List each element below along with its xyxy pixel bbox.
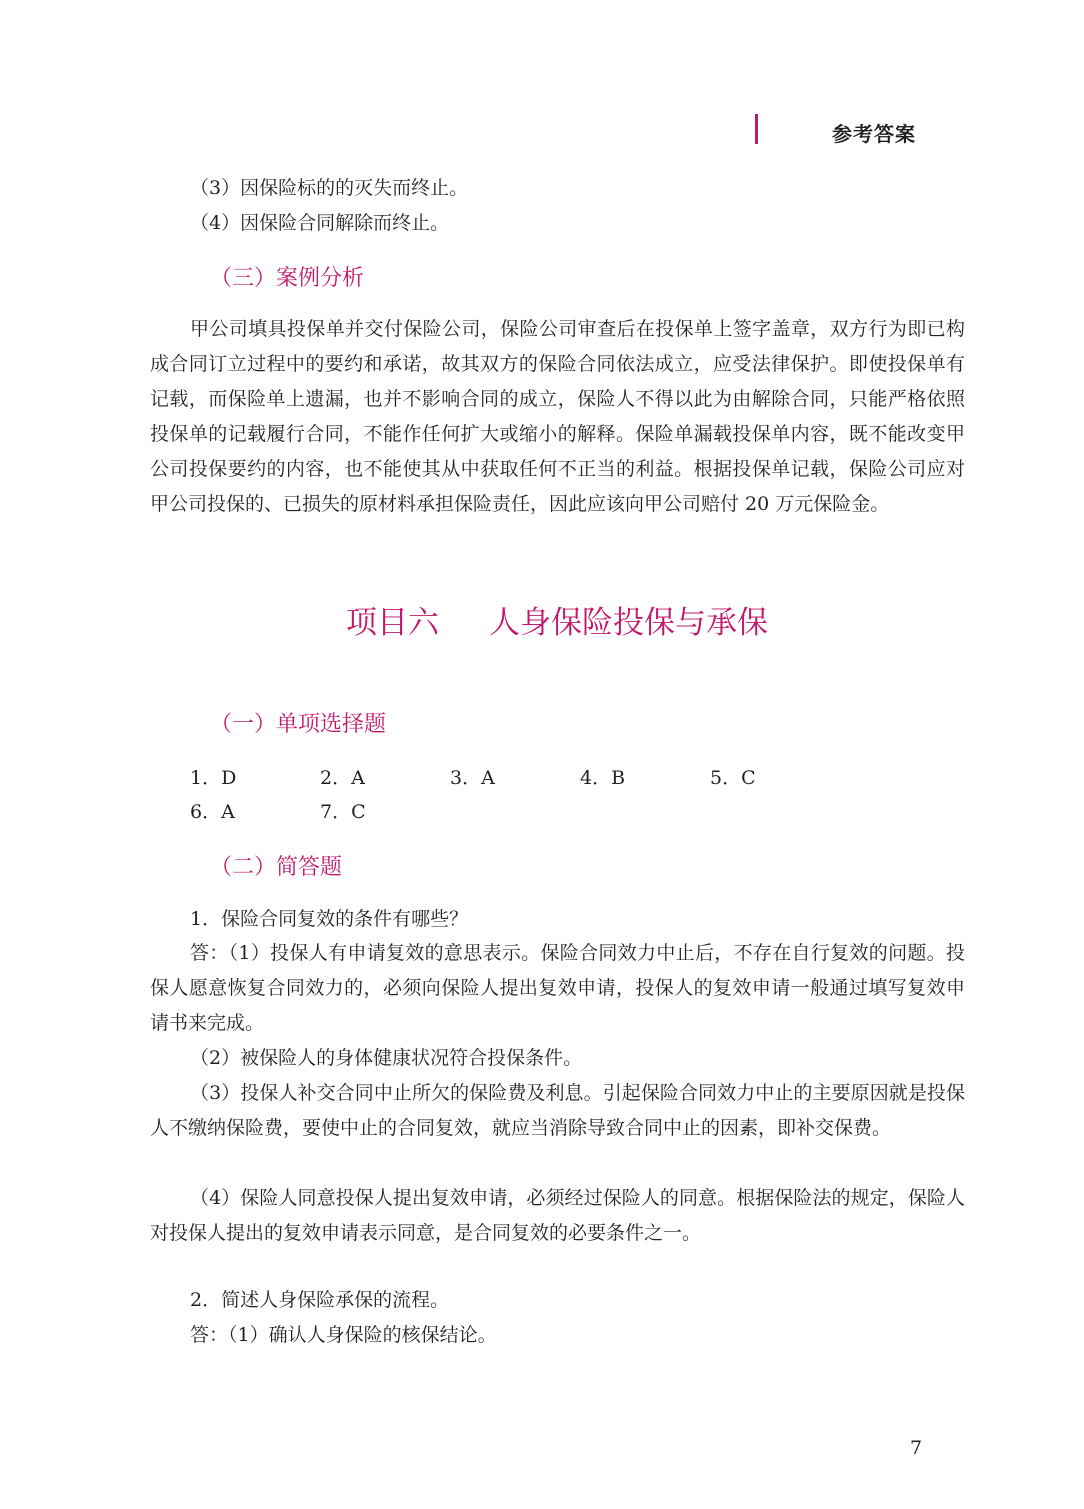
answer-item: 6．A bbox=[190, 801, 235, 823]
answer-2-part-1: 答：（1）确认人身保险的核保结论。 bbox=[190, 1324, 497, 1346]
answer-1-part-4: （4）保险人同意投保人提出复效申请，必须经过保险人的同意。根据保险法的规定，保险人对投保人提出的复效申请表示同意，是合同复效的必要条件之一。 bbox=[150, 1187, 965, 1244]
answer-item: 5．C bbox=[710, 767, 756, 789]
answer-item: 3．A bbox=[450, 767, 495, 789]
page-number: 7 bbox=[910, 1437, 923, 1459]
short-answer-heading: （二）简答题 bbox=[210, 855, 343, 880]
termination-item-3: （3）因保险标的的灭失而终止。 bbox=[190, 177, 469, 199]
running-header: 参考答案 bbox=[832, 122, 916, 146]
answer-item: 1．D bbox=[190, 767, 237, 789]
question-2: 2．简述人身保险承保的流程。 bbox=[190, 1289, 450, 1311]
question-1: 1．保险合同复效的条件有哪些？ bbox=[190, 908, 469, 930]
answer-item: 4．B bbox=[580, 767, 626, 789]
single-choice-heading: （一）单项选择题 bbox=[210, 712, 387, 737]
header-accent-bar bbox=[755, 114, 758, 144]
answer-item: 7．C bbox=[320, 801, 366, 823]
case-analysis-heading: （三）案例分析 bbox=[210, 266, 365, 291]
answer-row-1 bbox=[190, 761, 840, 795]
answer-1-part-2: （2）被保险人的身体健康状况符合投保条件。 bbox=[190, 1047, 583, 1069]
answer-row-2 bbox=[190, 795, 840, 829]
chapter-name: 人身保险投保与承保 bbox=[489, 605, 768, 641]
single-choice-answers bbox=[190, 761, 840, 829]
chapter-title bbox=[0, 603, 1084, 643]
answer-1-part-1: 答：（1）投保人有申请复效的意思表示。保险合同效力中止后，不存在自行复效的问题。投保人愿意恢复合同效力的，必须向保险人提出复效申请，投保人的复效申请一般通过填写复效申请书来完成。 bbox=[150, 942, 965, 1034]
termination-item-4: （4）因保险合同解除而终止。 bbox=[190, 212, 450, 234]
case-analysis-paragraph: 甲公司填具投保单并交付保险公司，保险公司审查后在投保单上签字盖章，双方行为即已构成合同订立过程中的要约和承诺，故其双方的保险合同依法成立，应受法律保护。即使投保单有记载，而保险单上遗漏，也并不影响合同的成立，保险人不得以此为由解除合同，只能严格依照投保单的记载履行合同，不能作任何扩大或缩小的解释。保险单漏载投保单内容，既不能改变甲公司投保要约的内容，也不能使其从中获取任何不正当的利益。根据投保单记载，保险公司应对甲公司投保的、已损失的原材料承担保险责任，因此应该向甲公司赔付 20 万元保险金。 bbox=[150, 318, 965, 515]
answer-1-part-3: （3）投保人补交合同中止所欠的保险费及利息。引起保险合同效力中止的主要原因就是投保人不缴纳保险费，要使中止的合同复效，就应当消除导致合同中止的因素，即补交保费。 bbox=[150, 1082, 965, 1139]
chapter-number: 项目六 bbox=[346, 605, 439, 641]
answer-item: 2．A bbox=[320, 767, 365, 789]
